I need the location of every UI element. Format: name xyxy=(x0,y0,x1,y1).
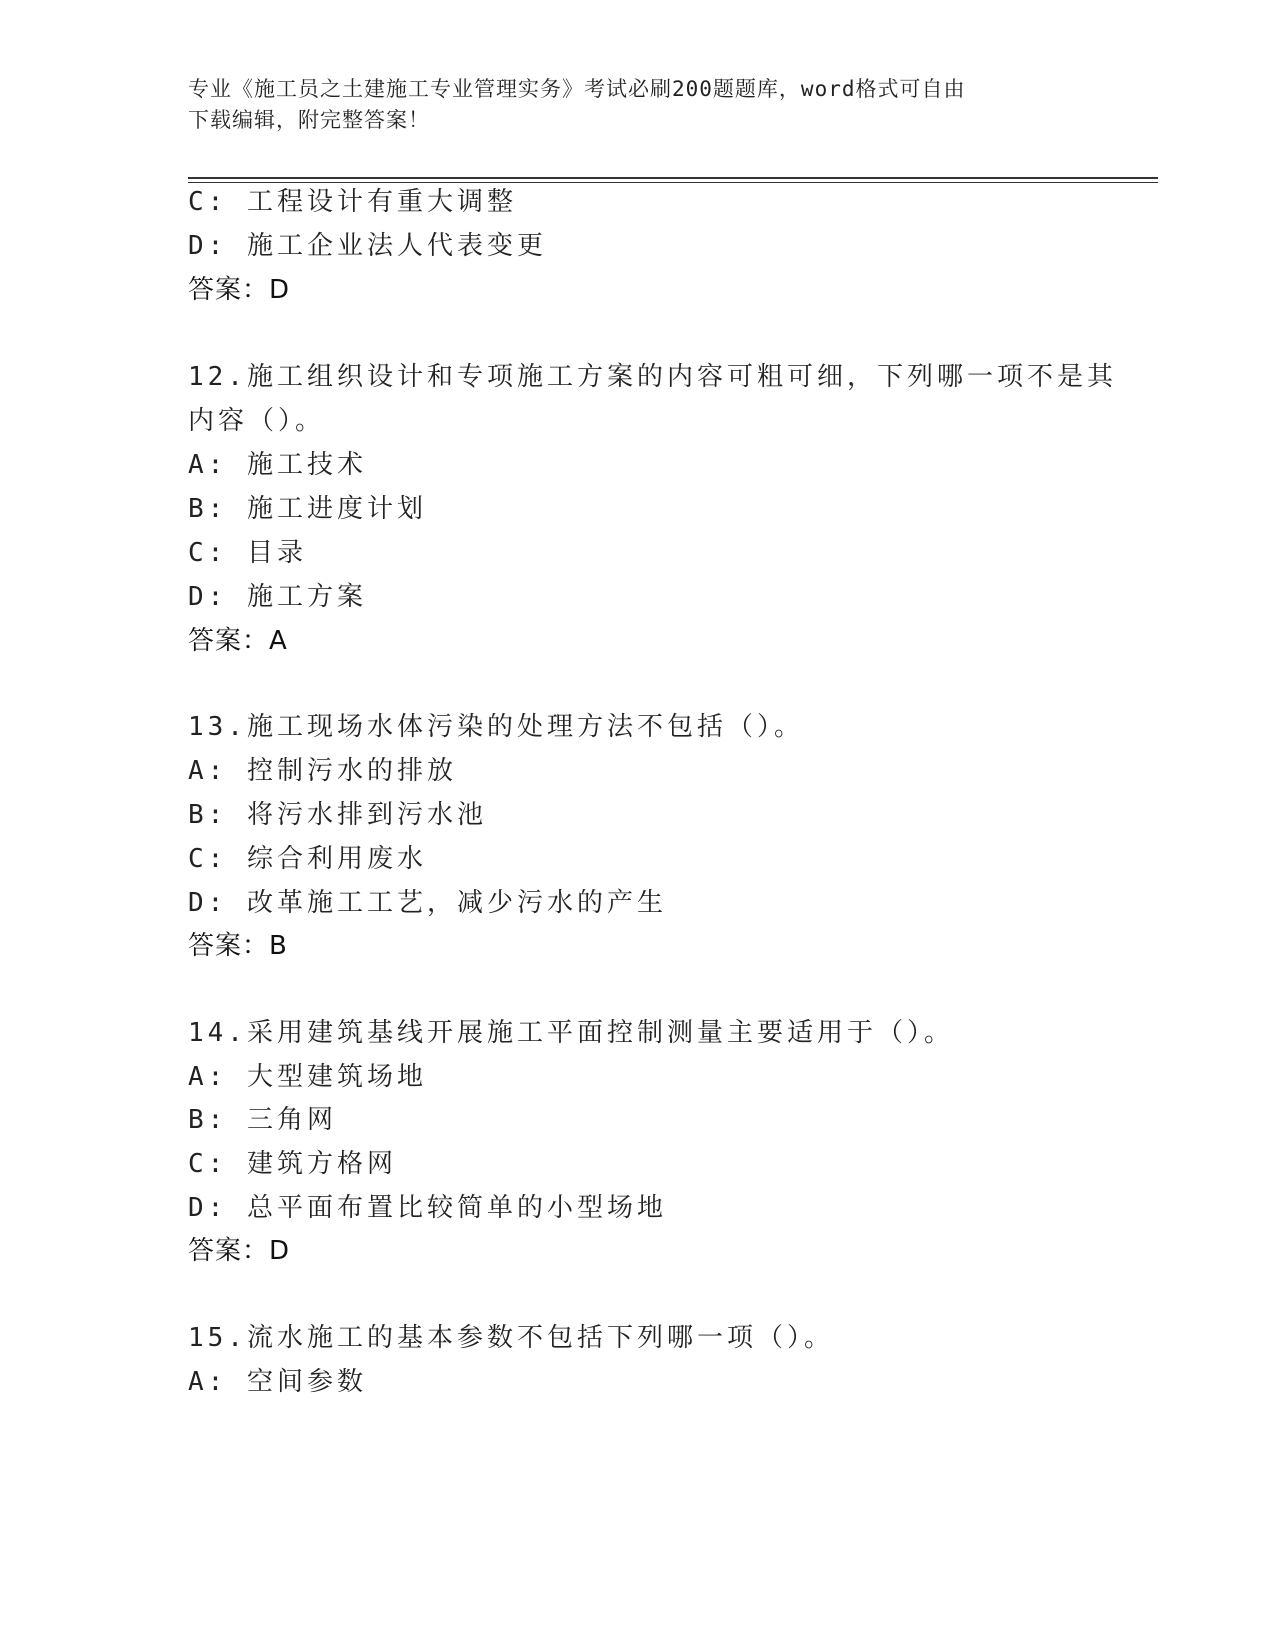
q13-option-c: C: 综合利用废水 xyxy=(188,844,427,874)
q13-answer: 答案：B xyxy=(188,931,288,961)
q12-option-a: A: 施工技术 xyxy=(188,450,367,480)
q12-option-d: D: 施工方案 xyxy=(188,582,367,612)
q13-option-a: A: 控制污水的排放 xyxy=(188,756,457,786)
q12-option-b: B: 施工进度计划 xyxy=(188,494,427,524)
q11-option-d: D: 施工企业法人代表变更 xyxy=(188,231,547,261)
q13-option-d: D: 改革施工工艺，减少污水的产生 xyxy=(188,888,667,918)
q14-option-a: A: 大型建筑场地 xyxy=(188,1062,427,1092)
q14-option-c: C: 建筑方格网 xyxy=(188,1149,397,1179)
q12-stem-line-1: 12.施工组织设计和专项施工方案的内容可粗可细，下列哪一项不是其 xyxy=(188,362,1117,392)
q13-stem: 13.施工现场水体污染的处理方法不包括（）。 xyxy=(188,712,804,742)
q13-option-b: B: 将污水排到污水池 xyxy=(188,800,487,830)
q15-option-a: A: 空间参数 xyxy=(188,1367,367,1397)
q14-option-b: B: 三角网 xyxy=(188,1105,337,1135)
q11-answer: 答案：D xyxy=(188,275,291,305)
q11-option-c: C: 工程设计有重大调整 xyxy=(188,187,517,217)
q14-option-d: D: 总平面布置比较简单的小型场地 xyxy=(188,1193,667,1223)
header-line-1: 专业《施工员之土建施工专业管理实务》考试必刷200题题库，word格式可自由 xyxy=(188,77,966,101)
q15-stem: 15.流水施工的基本参数不包括下列哪一项（）。 xyxy=(188,1323,834,1353)
q14-stem: 14.采用建筑基线开展施工平面控制测量主要适用于（）。 xyxy=(188,1018,954,1048)
q12-answer: 答案：A xyxy=(188,626,288,656)
q12-stem-line-2: 内容（）。 xyxy=(188,406,326,436)
q12-option-c: C: 目录 xyxy=(188,538,307,568)
q14-answer: 答案：D xyxy=(188,1236,291,1266)
header-divider-thick xyxy=(188,177,1158,179)
header-line-2: 下载编辑，附完整答案！ xyxy=(188,108,430,132)
header-divider-thin xyxy=(188,182,1158,183)
document-header xyxy=(188,74,1068,136)
